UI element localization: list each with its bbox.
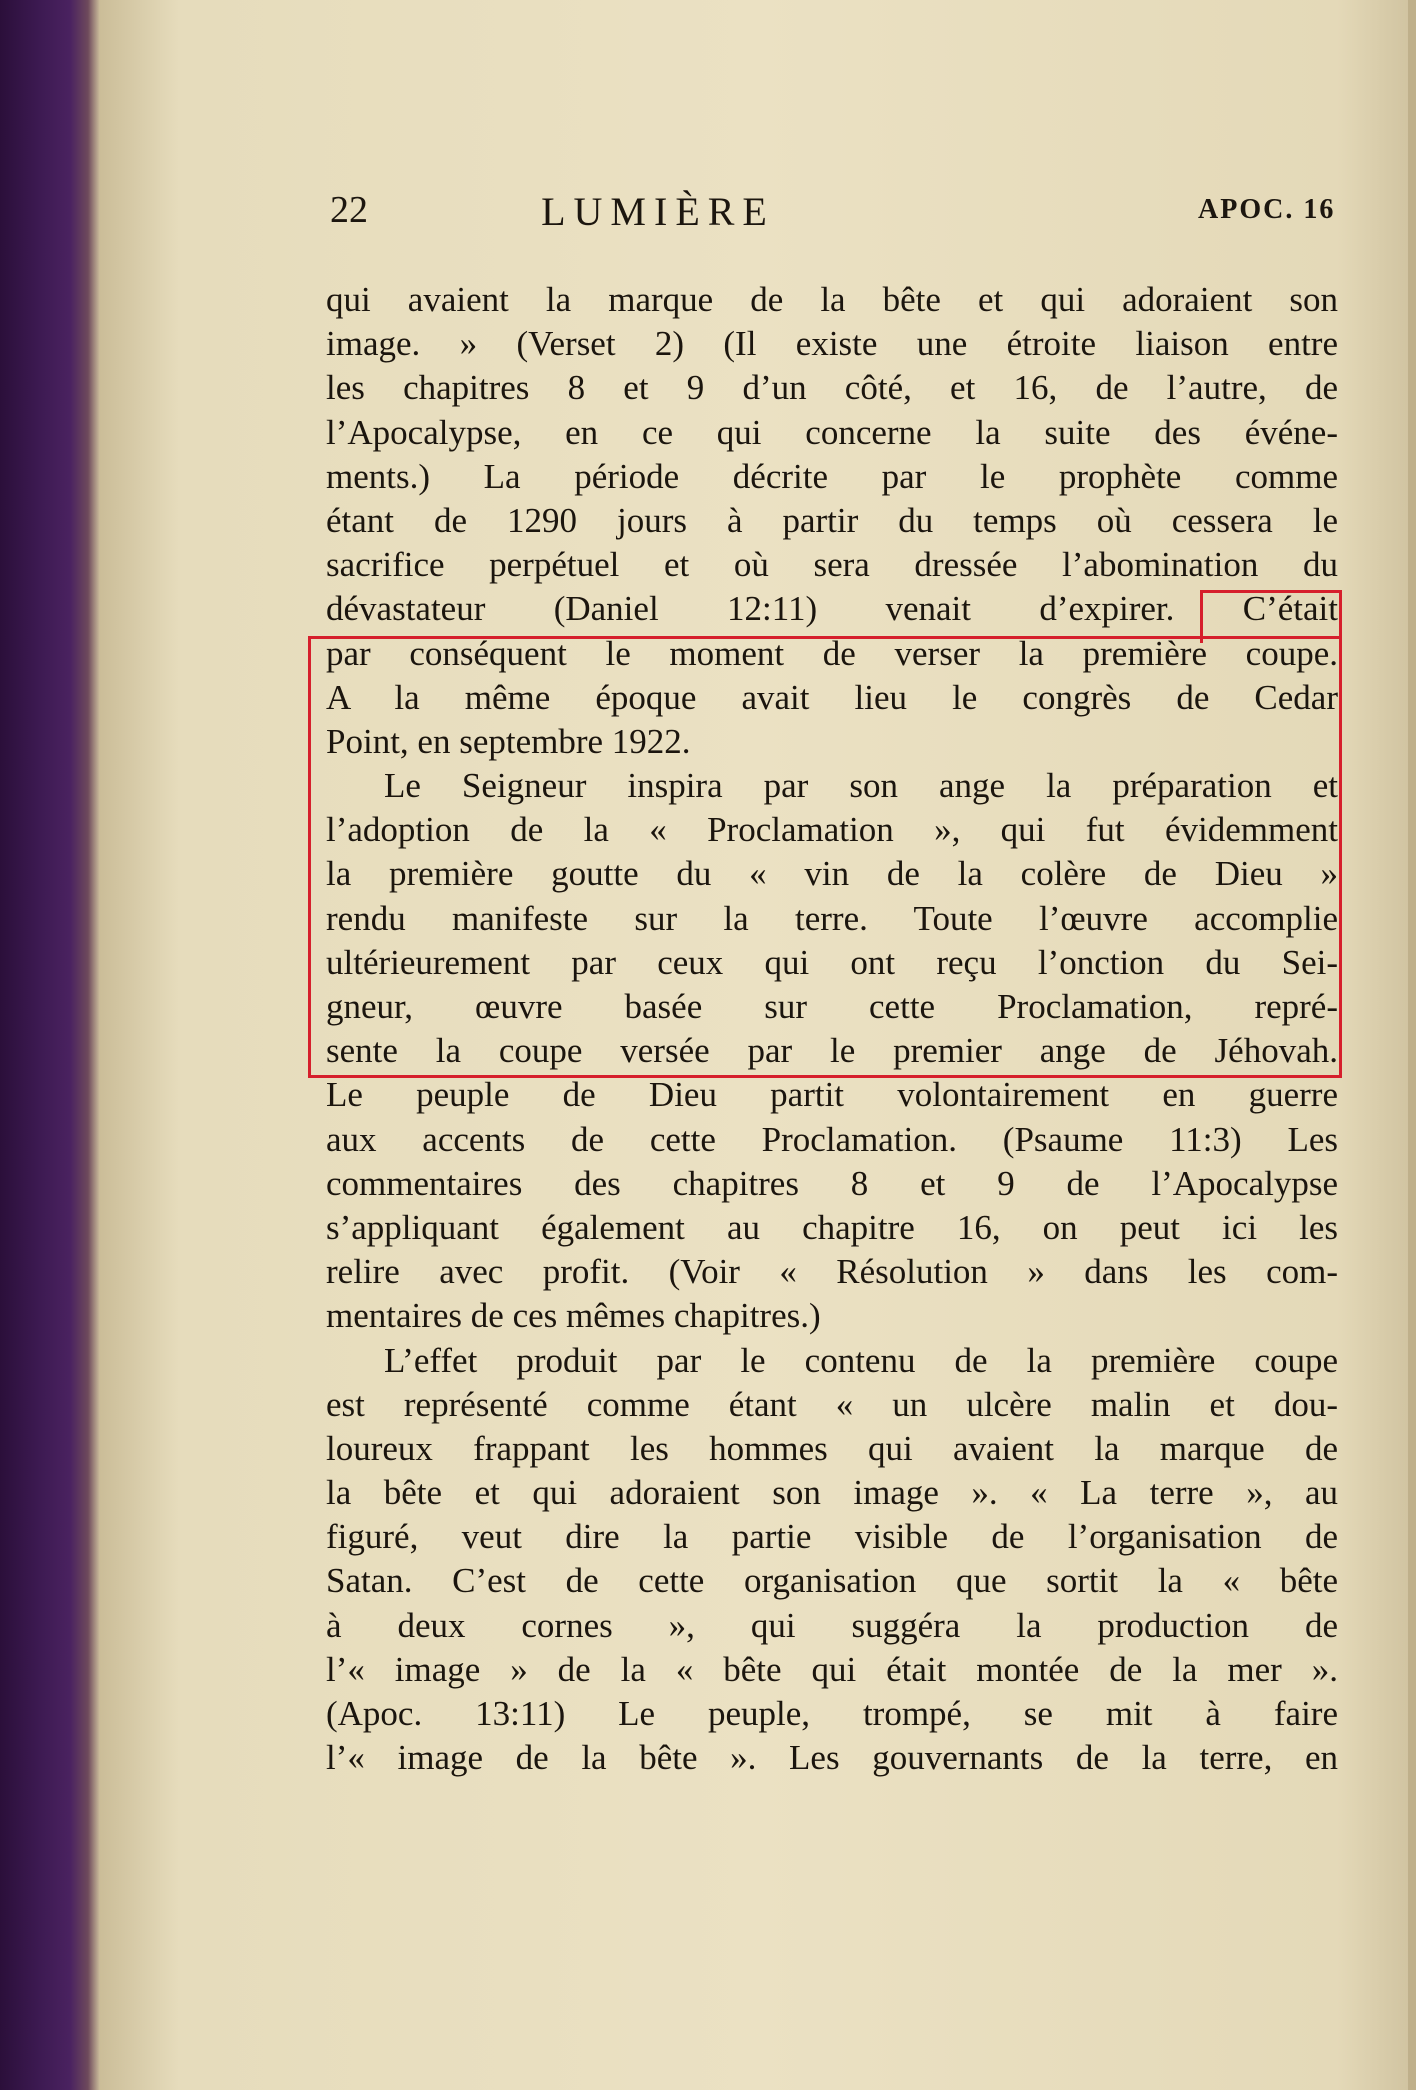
text-line: Le Seigneur inspira par son ange la préparation et bbox=[384, 766, 1338, 806]
book-spine bbox=[0, 0, 100, 2090]
text-line: la première goutte du « vin de la colère de Dieu » bbox=[326, 854, 1338, 894]
text-line: à deux cornes », qui suggéra la production de bbox=[326, 1605, 1338, 1645]
text-line: l’« image de la bête ». Les gouvernants de la terre, en bbox=[326, 1738, 1338, 1778]
text-line: mentaires de ces mêmes chapitres.) bbox=[326, 1296, 821, 1336]
text-line: par conséquent le moment de verser la première coupe. bbox=[326, 633, 1338, 673]
text-line: image. » (Verset 2) (Il existe une étroite liaison entre bbox=[326, 324, 1338, 364]
running-title: LUMIÈRE bbox=[541, 189, 775, 234]
text-line: l’adoption de la « Proclamation », qui fut évidemment bbox=[326, 810, 1338, 850]
text-line: sacrifice perpétuel et où sera dressée l’abomination du bbox=[326, 545, 1338, 585]
text-line: Satan. C’est de cette organisation que sortit la « bête bbox=[326, 1561, 1338, 1601]
text-line: figuré, veut dire la partie visible de l’organisation de bbox=[326, 1517, 1338, 1557]
text-line: loureux frappant les hommes qui avaient la marque de bbox=[326, 1428, 1338, 1468]
text-line: commentaires des chapitres 8 et 9 de l’Apocalypse bbox=[326, 1163, 1338, 1203]
text-line: s’appliquant également au chapitre 16, on peut ici les bbox=[326, 1207, 1338, 1247]
page-edge bbox=[1408, 0, 1416, 2090]
body-text bbox=[326, 278, 1338, 1780]
text-line: ments.) La période décrite par le prophète comme bbox=[326, 456, 1338, 496]
text-line: rendu manifeste sur la terre. Toute l’œuvre accomplie bbox=[326, 898, 1338, 938]
text-line: la bête et qui adoraient son image ». « La terre », au bbox=[326, 1473, 1338, 1513]
text-line: qui avaient la marque de la bête et qui adoraient son bbox=[326, 280, 1338, 319]
text-line: est représenté comme étant « un ulcère malin et dou- bbox=[326, 1384, 1338, 1424]
text-line: les chapitres 8 et 9 d’un côté, et 16, de l’autre, de bbox=[326, 368, 1338, 408]
text-line: ultérieurement par ceux qui ont reçu l’onction du Sei- bbox=[326, 942, 1338, 982]
text-line: (Apoc. 13:11) Le peuple, trompé, se mit à faire bbox=[326, 1694, 1338, 1733]
text-line: dévastateur (Daniel 12:11) venait d’expirer. C’était bbox=[326, 589, 1338, 629]
text-line: l’« image » de la « bête qui était montée de la mer ». bbox=[326, 1649, 1338, 1689]
page-header bbox=[0, 188, 1416, 248]
text-line: gneur, œuvre basée sur cette Proclamation, repré- bbox=[326, 987, 1338, 1026]
page-number: 22 bbox=[330, 189, 368, 231]
text-line: aux accents de cette Proclamation. (Psaume 11:3) Les bbox=[326, 1119, 1338, 1159]
text-line: sente la coupe versée par le premier ange de Jéhovah. bbox=[326, 1031, 1338, 1071]
text-line: A la même époque avait lieu le congrès de Cedar bbox=[326, 677, 1338, 717]
text-line: l’Apocalypse, en ce qui concerne la suite des événe- bbox=[326, 412, 1338, 452]
text-line: L’effet produit par le contenu de la première coupe bbox=[384, 1340, 1338, 1380]
text-line: Point, en septembre 1922. bbox=[326, 721, 691, 761]
text-line: relire avec profit. (Voir « Résolution » dans les com- bbox=[326, 1252, 1338, 1292]
text-line: Le peuple de Dieu partit volontairement en guerre bbox=[326, 1075, 1338, 1115]
text-line: étant de 1290 jours à partir du temps où cessera le bbox=[326, 500, 1338, 540]
section-reference: APOC. 16 bbox=[1198, 194, 1336, 225]
